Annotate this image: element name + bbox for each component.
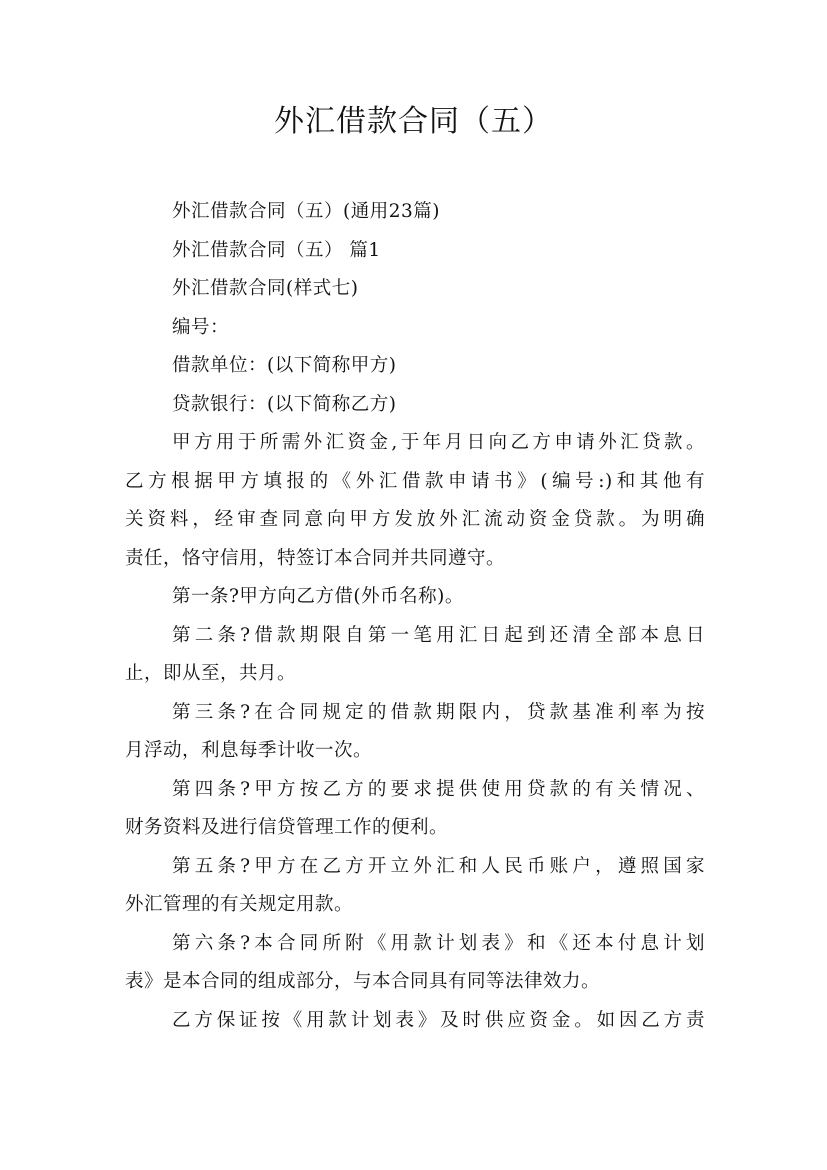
paragraph-line: 关资料，经审查同意向甲方发放外汇流动资金贷款。为明确 <box>125 509 705 530</box>
paragraph-line: 借款单位：(以下简称甲方) <box>172 355 397 376</box>
paragraph-line: 第四条?甲方按乙方的要求提供使用贷款的有关情况、 <box>172 778 705 800</box>
paragraph-line: 外汇借款合同（五）(通用23篇) <box>172 201 440 222</box>
document-title: 外汇借款合同（五） <box>274 104 553 139</box>
paragraph-line: 外汇借款合同(样式七) <box>172 278 359 299</box>
paragraph-line: 编号： <box>172 316 230 338</box>
paragraph-line: 表》是本合同的组成部分，与本合同具有同等法律效力。 <box>125 971 601 992</box>
paragraph-line: 贷款银行：(以下简称乙方) <box>172 393 397 415</box>
paragraph-line: 乙方根据甲方填报的《外汇借款申请书》(编号:)和其他有 <box>125 470 705 492</box>
paragraph-line: 第二条?借款期限自第一笔用汇日起到还清全部本息日 <box>172 624 705 646</box>
paragraph-line: 乙方保证按《用款计划表》及时供应资金。如因乙方责 <box>172 1009 705 1031</box>
document-body <box>125 193 705 1040</box>
paragraph-line: 外汇管理的有关规定用款。 <box>125 894 354 915</box>
paragraph-line: 第六条?本合同所附《用款计划表》和《还本付息计划 <box>172 932 705 954</box>
paragraph-line: 第五条?甲方在乙方开立外汇和人民币账户，遵照国家 <box>172 855 705 877</box>
paragraph-line: 第一条?甲方向乙方借(外币名称)。 <box>172 586 464 607</box>
paragraph-line: 甲方用于所需外汇资金,于年月日向乙方申请外汇贷款。 <box>172 432 705 453</box>
paragraph-line: 月浮动，利息每季计收一次。 <box>125 740 373 761</box>
paragraph-line: 外汇借款合同（五） 篇1 <box>172 239 381 261</box>
paragraph-line: 财务资料及进行信贷管理工作的便利。 <box>125 817 449 838</box>
paragraph-line: 止，即从至，共月。 <box>125 663 297 684</box>
paragraph-line: 第三条?在合同规定的借款期限内，贷款基准利率为按 <box>172 701 705 723</box>
paragraph-line: 责任，恪守信用，特签订本合同并共同遵守。 <box>125 547 506 569</box>
